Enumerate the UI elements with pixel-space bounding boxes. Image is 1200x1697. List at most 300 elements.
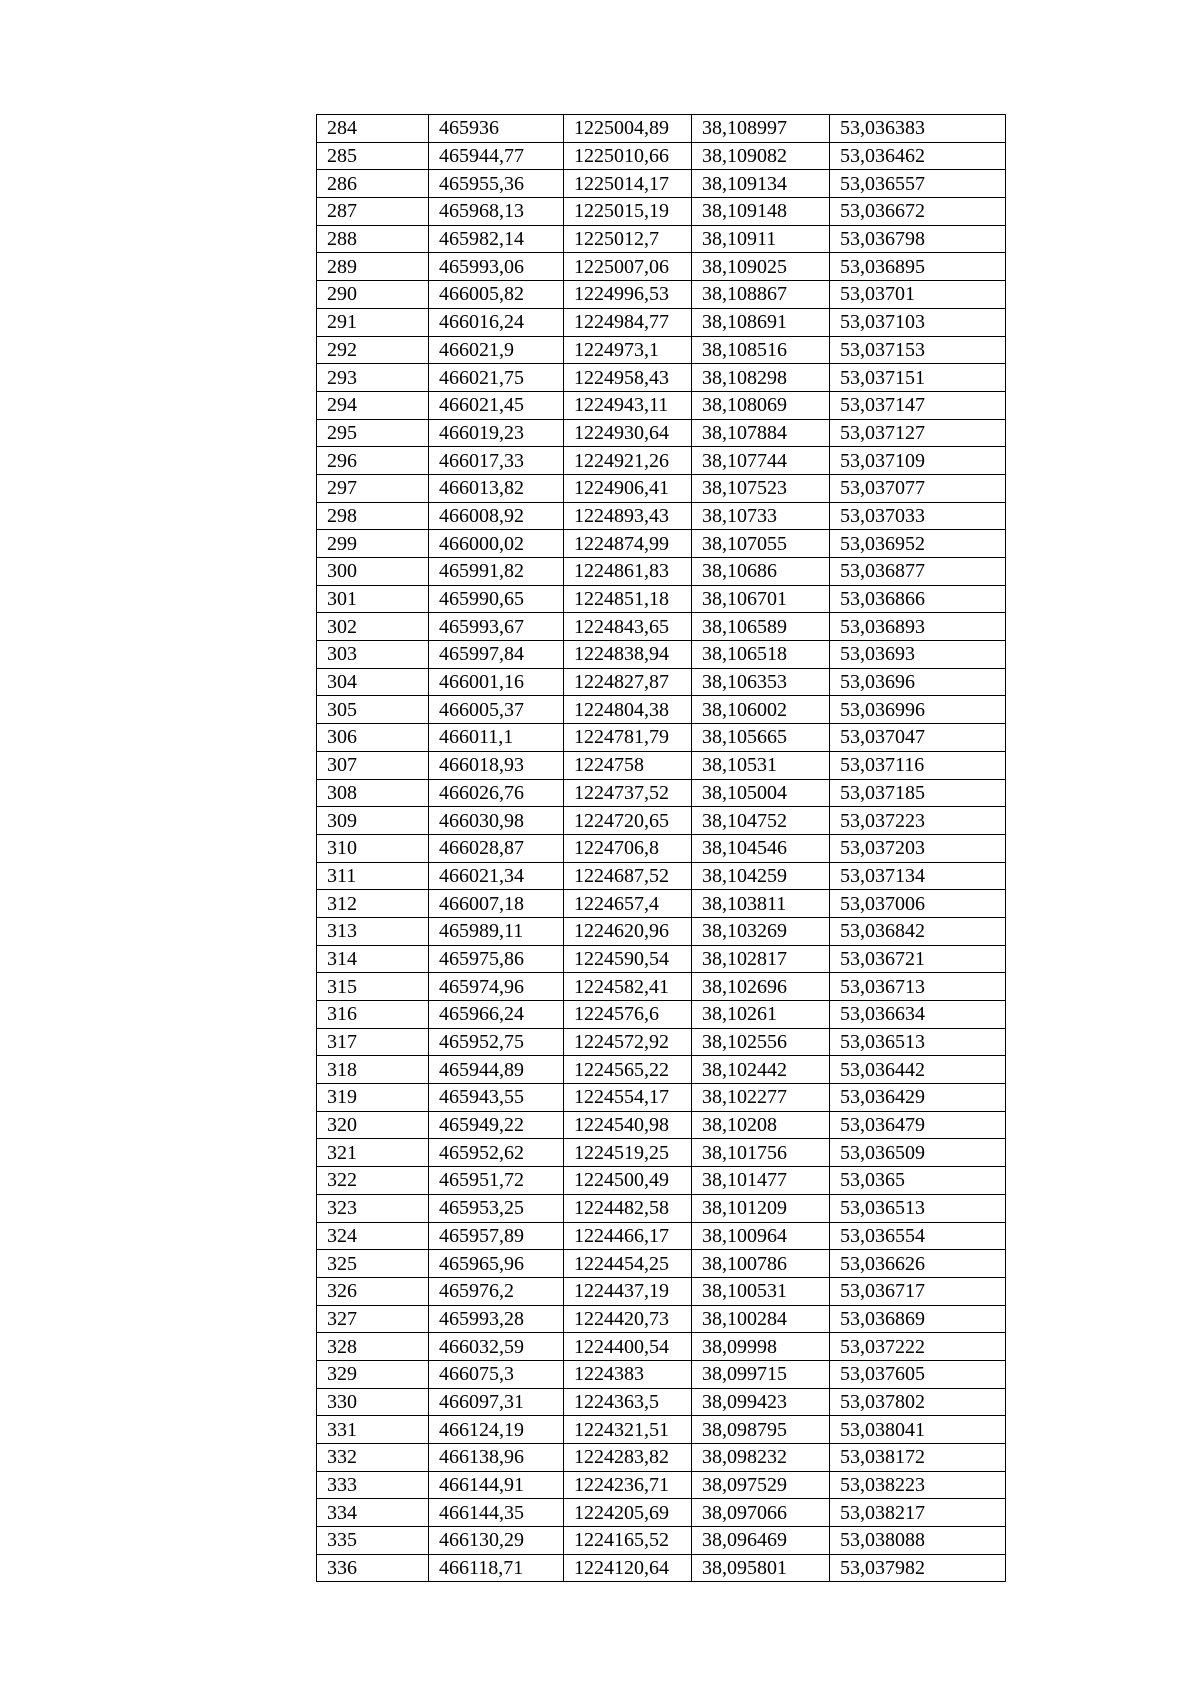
point-number-cell: 311	[317, 862, 429, 890]
y-coordinate-cell: 1224400,54	[564, 1333, 692, 1361]
longitude-cell: 38,106002	[692, 696, 830, 724]
x-coordinate-cell: 466008,92	[429, 502, 564, 530]
x-coordinate-cell: 466097,31	[429, 1388, 564, 1416]
point-number-cell: 305	[317, 696, 429, 724]
x-coordinate-cell: 466021,75	[429, 364, 564, 392]
y-coordinate-cell: 1224454,25	[564, 1250, 692, 1278]
latitude-cell: 53,036479	[830, 1111, 1006, 1139]
latitude-cell: 53,037033	[830, 502, 1006, 530]
longitude-cell: 38,10261	[692, 1001, 830, 1029]
x-coordinate-cell: 465944,77	[429, 142, 564, 170]
longitude-cell: 38,108867	[692, 281, 830, 309]
longitude-cell: 38,095801	[692, 1554, 830, 1582]
point-number-cell: 288	[317, 225, 429, 253]
latitude-cell: 53,037223	[830, 807, 1006, 835]
longitude-cell: 38,10911	[692, 225, 830, 253]
x-coordinate-cell: 465952,62	[429, 1139, 564, 1167]
y-coordinate-cell: 1225015,19	[564, 198, 692, 226]
latitude-cell: 53,036462	[830, 142, 1006, 170]
x-coordinate-cell: 466075,3	[429, 1360, 564, 1388]
latitude-cell: 53,036509	[830, 1139, 1006, 1167]
longitude-cell: 38,102817	[692, 945, 830, 973]
y-coordinate-cell: 1224540,98	[564, 1111, 692, 1139]
x-coordinate-cell: 466124,19	[429, 1416, 564, 1444]
longitude-cell: 38,102442	[692, 1056, 830, 1084]
longitude-cell: 38,108298	[692, 364, 830, 392]
table-row	[317, 1333, 1006, 1361]
table-row	[317, 1527, 1006, 1555]
x-coordinate-cell: 465993,28	[429, 1305, 564, 1333]
table-row	[317, 530, 1006, 558]
table-row	[317, 1139, 1006, 1167]
y-coordinate-cell: 1224838,94	[564, 641, 692, 669]
x-coordinate-cell: 465943,55	[429, 1084, 564, 1112]
table-row	[317, 1305, 1006, 1333]
y-coordinate-cell: 1224758	[564, 751, 692, 779]
x-coordinate-cell: 466000,02	[429, 530, 564, 558]
longitude-cell: 38,108997	[692, 115, 830, 143]
y-coordinate-cell: 1225010,66	[564, 142, 692, 170]
coordinates-table-body	[317, 115, 1006, 1582]
y-coordinate-cell: 1224500,49	[564, 1167, 692, 1195]
latitude-cell: 53,038041	[830, 1416, 1006, 1444]
x-coordinate-cell: 465944,89	[429, 1056, 564, 1084]
latitude-cell: 53,037203	[830, 834, 1006, 862]
x-coordinate-cell: 465975,86	[429, 945, 564, 973]
longitude-cell: 38,107523	[692, 474, 830, 502]
latitude-cell: 53,036713	[830, 973, 1006, 1001]
point-number-cell: 300	[317, 558, 429, 586]
latitude-cell: 53,037802	[830, 1388, 1006, 1416]
longitude-cell: 38,102277	[692, 1084, 830, 1112]
longitude-cell: 38,104259	[692, 862, 830, 890]
point-number-cell: 301	[317, 585, 429, 613]
point-number-cell: 308	[317, 779, 429, 807]
y-coordinate-cell: 1224943,11	[564, 391, 692, 419]
x-coordinate-cell: 465968,13	[429, 198, 564, 226]
table-row	[317, 668, 1006, 696]
y-coordinate-cell: 1225004,89	[564, 115, 692, 143]
x-coordinate-cell: 466005,37	[429, 696, 564, 724]
x-coordinate-cell: 466019,23	[429, 419, 564, 447]
point-number-cell: 285	[317, 142, 429, 170]
table-row	[317, 834, 1006, 862]
table-row	[317, 1222, 1006, 1250]
latitude-cell: 53,037153	[830, 336, 1006, 364]
longitude-cell: 38,106353	[692, 668, 830, 696]
point-number-cell: 310	[317, 834, 429, 862]
point-number-cell: 302	[317, 613, 429, 641]
point-number-cell: 320	[317, 1111, 429, 1139]
y-coordinate-cell: 1224973,1	[564, 336, 692, 364]
y-coordinate-cell: 1224958,43	[564, 364, 692, 392]
latitude-cell: 53,036866	[830, 585, 1006, 613]
latitude-cell: 53,036877	[830, 558, 1006, 586]
x-coordinate-cell: 465991,82	[429, 558, 564, 586]
longitude-cell: 38,101756	[692, 1139, 830, 1167]
x-coordinate-cell: 465993,06	[429, 253, 564, 281]
x-coordinate-cell: 466030,98	[429, 807, 564, 835]
longitude-cell: 38,103811	[692, 890, 830, 918]
point-number-cell: 295	[317, 419, 429, 447]
latitude-cell: 53,03701	[830, 281, 1006, 309]
table-row	[317, 419, 1006, 447]
y-coordinate-cell: 1224984,77	[564, 308, 692, 336]
longitude-cell: 38,106518	[692, 641, 830, 669]
longitude-cell: 38,104546	[692, 834, 830, 862]
longitude-cell: 38,100786	[692, 1250, 830, 1278]
x-coordinate-cell: 466021,9	[429, 336, 564, 364]
point-number-cell: 294	[317, 391, 429, 419]
latitude-cell: 53,038088	[830, 1527, 1006, 1555]
longitude-cell: 38,109025	[692, 253, 830, 281]
table-row	[317, 336, 1006, 364]
latitude-cell: 53,037047	[830, 724, 1006, 752]
x-coordinate-cell: 465955,36	[429, 170, 564, 198]
longitude-cell: 38,10208	[692, 1111, 830, 1139]
latitude-cell: 53,03693	[830, 641, 1006, 669]
table-row	[317, 474, 1006, 502]
y-coordinate-cell: 1224572,92	[564, 1028, 692, 1056]
point-number-cell: 298	[317, 502, 429, 530]
table-row	[317, 917, 1006, 945]
y-coordinate-cell: 1224906,41	[564, 474, 692, 502]
point-number-cell: 329	[317, 1360, 429, 1388]
latitude-cell: 53,036798	[830, 225, 1006, 253]
longitude-cell: 38,09998	[692, 1333, 830, 1361]
x-coordinate-cell: 465951,72	[429, 1167, 564, 1195]
latitude-cell: 53,036721	[830, 945, 1006, 973]
table-row	[317, 1277, 1006, 1305]
longitude-cell: 38,109134	[692, 170, 830, 198]
x-coordinate-cell: 465966,24	[429, 1001, 564, 1029]
table-row	[317, 1167, 1006, 1195]
x-coordinate-cell: 466018,93	[429, 751, 564, 779]
point-number-cell: 297	[317, 474, 429, 502]
y-coordinate-cell: 1224804,38	[564, 696, 692, 724]
longitude-cell: 38,100531	[692, 1277, 830, 1305]
table-row	[317, 1028, 1006, 1056]
point-number-cell: 309	[317, 807, 429, 835]
x-coordinate-cell: 466007,18	[429, 890, 564, 918]
longitude-cell: 38,104752	[692, 807, 830, 835]
point-number-cell: 325	[317, 1250, 429, 1278]
y-coordinate-cell: 1224930,64	[564, 419, 692, 447]
longitude-cell: 38,108069	[692, 391, 830, 419]
latitude-cell: 53,037127	[830, 419, 1006, 447]
table-row	[317, 281, 1006, 309]
table-row	[317, 142, 1006, 170]
y-coordinate-cell: 1224120,64	[564, 1554, 692, 1582]
point-number-cell: 319	[317, 1084, 429, 1112]
y-coordinate-cell: 1224565,22	[564, 1056, 692, 1084]
x-coordinate-cell: 465936	[429, 115, 564, 143]
x-coordinate-cell: 466118,71	[429, 1554, 564, 1582]
latitude-cell: 53,036717	[830, 1277, 1006, 1305]
table-row	[317, 724, 1006, 752]
x-coordinate-cell: 466026,76	[429, 779, 564, 807]
y-coordinate-cell: 1224383	[564, 1360, 692, 1388]
table-row	[317, 558, 1006, 586]
point-number-cell: 290	[317, 281, 429, 309]
table-row	[317, 1388, 1006, 1416]
point-number-cell: 326	[317, 1277, 429, 1305]
point-number-cell: 307	[317, 751, 429, 779]
point-number-cell: 284	[317, 115, 429, 143]
longitude-cell: 38,097066	[692, 1499, 830, 1527]
latitude-cell: 53,037605	[830, 1360, 1006, 1388]
table-row	[317, 1056, 1006, 1084]
point-number-cell: 332	[317, 1444, 429, 1472]
point-number-cell: 296	[317, 447, 429, 475]
longitude-cell: 38,109148	[692, 198, 830, 226]
longitude-cell: 38,107744	[692, 447, 830, 475]
y-coordinate-cell: 1224737,52	[564, 779, 692, 807]
point-number-cell: 303	[317, 641, 429, 669]
y-coordinate-cell: 1224466,17	[564, 1222, 692, 1250]
y-coordinate-cell: 1224363,5	[564, 1388, 692, 1416]
latitude-cell: 53,037077	[830, 474, 1006, 502]
y-coordinate-cell: 1224437,19	[564, 1277, 692, 1305]
latitude-cell: 53,037185	[830, 779, 1006, 807]
table-row	[317, 1111, 1006, 1139]
x-coordinate-cell: 466001,16	[429, 668, 564, 696]
table-row	[317, 1416, 1006, 1444]
table-row	[317, 1554, 1006, 1582]
y-coordinate-cell: 1224720,65	[564, 807, 692, 835]
latitude-cell: 53,036513	[830, 1028, 1006, 1056]
latitude-cell: 53,037151	[830, 364, 1006, 392]
table-row	[317, 1084, 1006, 1112]
point-number-cell: 304	[317, 668, 429, 696]
point-number-cell: 324	[317, 1222, 429, 1250]
longitude-cell: 38,099423	[692, 1388, 830, 1416]
table-row	[317, 308, 1006, 336]
table-row	[317, 115, 1006, 143]
latitude-cell: 53,0365	[830, 1167, 1006, 1195]
y-coordinate-cell: 1224420,73	[564, 1305, 692, 1333]
table-row	[317, 751, 1006, 779]
table-row	[317, 890, 1006, 918]
longitude-cell: 38,099715	[692, 1360, 830, 1388]
latitude-cell: 53,036513	[830, 1194, 1006, 1222]
x-coordinate-cell: 466032,59	[429, 1333, 564, 1361]
point-number-cell: 333	[317, 1471, 429, 1499]
table-row	[317, 1194, 1006, 1222]
longitude-cell: 38,108691	[692, 308, 830, 336]
x-coordinate-cell: 466144,91	[429, 1471, 564, 1499]
y-coordinate-cell: 1224921,26	[564, 447, 692, 475]
x-coordinate-cell: 466138,96	[429, 1444, 564, 1472]
point-number-cell: 336	[317, 1554, 429, 1582]
point-number-cell: 318	[317, 1056, 429, 1084]
point-number-cell: 291	[317, 308, 429, 336]
y-coordinate-cell: 1224236,71	[564, 1471, 692, 1499]
longitude-cell: 38,106701	[692, 585, 830, 613]
table-row	[317, 1444, 1006, 1472]
table-row	[317, 1360, 1006, 1388]
y-coordinate-cell: 1224874,99	[564, 530, 692, 558]
y-coordinate-cell: 1224590,54	[564, 945, 692, 973]
x-coordinate-cell: 465949,22	[429, 1111, 564, 1139]
longitude-cell: 38,105665	[692, 724, 830, 752]
x-coordinate-cell: 466005,82	[429, 281, 564, 309]
y-coordinate-cell: 1224861,83	[564, 558, 692, 586]
x-coordinate-cell: 466021,34	[429, 862, 564, 890]
table-row	[317, 945, 1006, 973]
point-number-cell: 292	[317, 336, 429, 364]
latitude-cell: 53,036429	[830, 1084, 1006, 1112]
table-row	[317, 1001, 1006, 1029]
y-coordinate-cell: 1225012,7	[564, 225, 692, 253]
table-row	[317, 364, 1006, 392]
latitude-cell: 53,036554	[830, 1222, 1006, 1250]
y-coordinate-cell: 1225014,17	[564, 170, 692, 198]
latitude-cell: 53,036996	[830, 696, 1006, 724]
table-row	[317, 641, 1006, 669]
table-row	[317, 1471, 1006, 1499]
longitude-cell: 38,109082	[692, 142, 830, 170]
table-row	[317, 170, 1006, 198]
point-number-cell: 289	[317, 253, 429, 281]
longitude-cell: 38,102556	[692, 1028, 830, 1056]
y-coordinate-cell: 1224576,6	[564, 1001, 692, 1029]
table-row	[317, 807, 1006, 835]
table-row	[317, 696, 1006, 724]
latitude-cell: 53,036626	[830, 1250, 1006, 1278]
latitude-cell: 53,037982	[830, 1554, 1006, 1582]
x-coordinate-cell: 465976,2	[429, 1277, 564, 1305]
longitude-cell: 38,101477	[692, 1167, 830, 1195]
y-coordinate-cell: 1224519,25	[564, 1139, 692, 1167]
table-row	[317, 502, 1006, 530]
longitude-cell: 38,10531	[692, 751, 830, 779]
x-coordinate-cell: 465974,96	[429, 973, 564, 1001]
latitude-cell: 53,038217	[830, 1499, 1006, 1527]
y-coordinate-cell: 1224205,69	[564, 1499, 692, 1527]
longitude-cell: 38,103269	[692, 917, 830, 945]
point-number-cell: 306	[317, 724, 429, 752]
y-coordinate-cell: 1224827,87	[564, 668, 692, 696]
point-number-cell: 317	[317, 1028, 429, 1056]
table-row	[317, 225, 1006, 253]
y-coordinate-cell: 1224996,53	[564, 281, 692, 309]
y-coordinate-cell: 1224893,43	[564, 502, 692, 530]
table-row	[317, 613, 1006, 641]
point-number-cell: 286	[317, 170, 429, 198]
point-number-cell: 293	[317, 364, 429, 392]
longitude-cell: 38,100284	[692, 1305, 830, 1333]
latitude-cell: 53,036842	[830, 917, 1006, 945]
coordinates-table	[316, 114, 1006, 1582]
point-number-cell: 327	[317, 1305, 429, 1333]
latitude-cell: 53,036383	[830, 115, 1006, 143]
point-number-cell: 314	[317, 945, 429, 973]
latitude-cell: 53,037006	[830, 890, 1006, 918]
latitude-cell: 53,038172	[830, 1444, 1006, 1472]
longitude-cell: 38,097529	[692, 1471, 830, 1499]
table-row	[317, 391, 1006, 419]
latitude-cell: 53,036672	[830, 198, 1006, 226]
y-coordinate-cell: 1224283,82	[564, 1444, 692, 1472]
table-row	[317, 585, 1006, 613]
latitude-cell: 53,036442	[830, 1056, 1006, 1084]
y-coordinate-cell: 1224687,52	[564, 862, 692, 890]
x-coordinate-cell: 465990,65	[429, 585, 564, 613]
x-coordinate-cell: 466017,33	[429, 447, 564, 475]
latitude-cell: 53,037116	[830, 751, 1006, 779]
table-row	[317, 253, 1006, 281]
latitude-cell: 53,037103	[830, 308, 1006, 336]
longitude-cell: 38,098232	[692, 1444, 830, 1472]
latitude-cell: 53,036557	[830, 170, 1006, 198]
latitude-cell: 53,036893	[830, 613, 1006, 641]
x-coordinate-cell: 465957,89	[429, 1222, 564, 1250]
x-coordinate-cell: 466028,87	[429, 834, 564, 862]
y-coordinate-cell: 1224165,52	[564, 1527, 692, 1555]
y-coordinate-cell: 1224321,51	[564, 1416, 692, 1444]
x-coordinate-cell: 466144,35	[429, 1499, 564, 1527]
longitude-cell: 38,107055	[692, 530, 830, 558]
y-coordinate-cell: 1224657,4	[564, 890, 692, 918]
y-coordinate-cell: 1224781,79	[564, 724, 692, 752]
table-row	[317, 447, 1006, 475]
y-coordinate-cell: 1224843,65	[564, 613, 692, 641]
longitude-cell: 38,10733	[692, 502, 830, 530]
table-row	[317, 1250, 1006, 1278]
point-number-cell: 334	[317, 1499, 429, 1527]
point-number-cell: 287	[317, 198, 429, 226]
latitude-cell: 53,036869	[830, 1305, 1006, 1333]
x-coordinate-cell: 466130,29	[429, 1527, 564, 1555]
longitude-cell: 38,096469	[692, 1527, 830, 1555]
latitude-cell: 53,037147	[830, 391, 1006, 419]
latitude-cell: 53,037134	[830, 862, 1006, 890]
y-coordinate-cell: 1224482,58	[564, 1194, 692, 1222]
point-number-cell: 322	[317, 1167, 429, 1195]
longitude-cell: 38,101209	[692, 1194, 830, 1222]
x-coordinate-cell: 465952,75	[429, 1028, 564, 1056]
table-row	[317, 973, 1006, 1001]
latitude-cell: 53,036952	[830, 530, 1006, 558]
point-number-cell: 316	[317, 1001, 429, 1029]
latitude-cell: 53,037109	[830, 447, 1006, 475]
point-number-cell: 299	[317, 530, 429, 558]
longitude-cell: 38,106589	[692, 613, 830, 641]
x-coordinate-cell: 465989,11	[429, 917, 564, 945]
y-coordinate-cell: 1224706,8	[564, 834, 692, 862]
longitude-cell: 38,10686	[692, 558, 830, 586]
point-number-cell: 330	[317, 1388, 429, 1416]
longitude-cell: 38,105004	[692, 779, 830, 807]
y-coordinate-cell: 1225007,06	[564, 253, 692, 281]
table-row	[317, 1499, 1006, 1527]
y-coordinate-cell: 1224582,41	[564, 973, 692, 1001]
latitude-cell: 53,036634	[830, 1001, 1006, 1029]
point-number-cell: 315	[317, 973, 429, 1001]
table-row	[317, 862, 1006, 890]
x-coordinate-cell: 465965,96	[429, 1250, 564, 1278]
latitude-cell: 53,037222	[830, 1333, 1006, 1361]
longitude-cell: 38,108516	[692, 336, 830, 364]
x-coordinate-cell: 465993,67	[429, 613, 564, 641]
y-coordinate-cell: 1224620,96	[564, 917, 692, 945]
x-coordinate-cell: 466013,82	[429, 474, 564, 502]
point-number-cell: 335	[317, 1527, 429, 1555]
point-number-cell: 323	[317, 1194, 429, 1222]
longitude-cell: 38,102696	[692, 973, 830, 1001]
x-coordinate-cell: 466021,45	[429, 391, 564, 419]
